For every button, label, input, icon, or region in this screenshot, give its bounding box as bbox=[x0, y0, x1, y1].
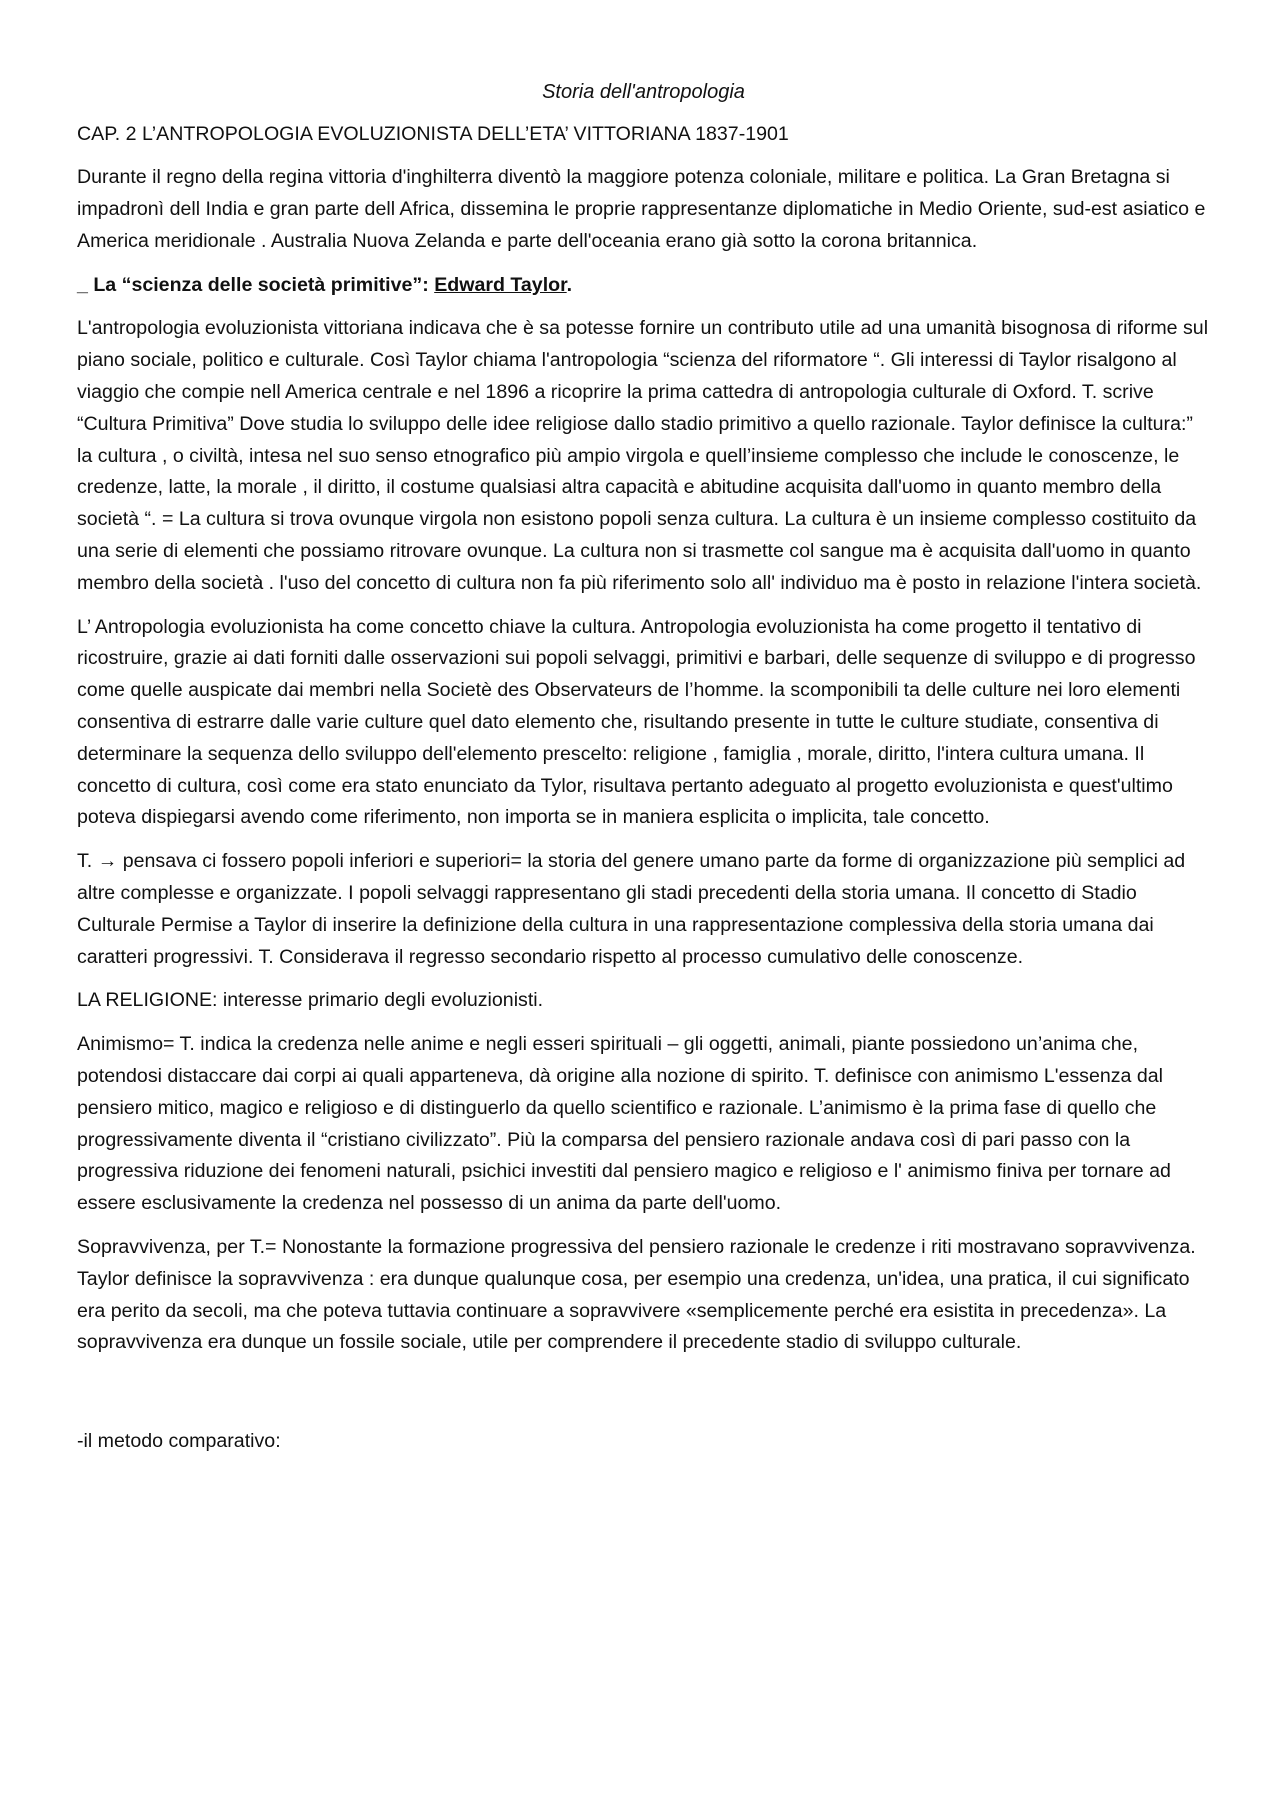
section-heading-name: Edward Taylor bbox=[434, 274, 567, 297]
chapter-heading: CAP. 2 L’ANTROPOLOGIA EVOLUZIONISTA DELL’ETA’ VITTORIANA 1837-1901 bbox=[77, 123, 789, 145]
section-heading bbox=[77, 269, 1210, 301]
culture-paragraph: L'antropologia evoluzionista vittoriana indicava che è sa potesse fornire un contributo utile ad una umanità bisognosa di riforme sul piano sociale, politico e culturale. Così Taylor chiama l'antropologia “scienza del riformatore “. Gli interessi di Taylor risalgono al viaggio che compie nell America centrale e nel 1896 a ricoprire la prima cattedra di antropologia culturale di Oxford. T. scrive “Cultura Primitiva” Dove studia lo sviluppo delle idee religiose dallo stadio primitivo a quello razionale. Taylor definisce la cultura:” la cultura , o civiltà, intesa nel suo senso etnografico più ampio virgola e quell’insieme complesso che include le conoscenze, le credenze, latte, la morale , il diritto, il costume qualsiasi altra capacità e abitudine acquisita dall'uomo in quanto membro della società “. = La cultura si trova ovunque virgola non esistono popoli senza cultura. La cultura è un insieme complesso costituito da una serie di elementi che possiamo ritrovare ovunque. La cultura non si trasmette col sangue ma è acquisita dall'uomo in quanto membro della società . l'uso del concetto di cultura non fa più riferimento solo all' individuo ma è posto in relazione l'intera società. bbox=[77, 317, 1209, 594]
stages-paragraph bbox=[77, 846, 1210, 973]
section-heading-suffix: . bbox=[566, 274, 573, 297]
animism-paragraph: Animismo= T. indica la credenza nelle anime e negli esseri spirituali – gli oggetti, animali, piante possiedono un’anima che, potendosi distaccare dai corpi ai quali apparteneva, dà origine alla nozione di spirito. T. definisce con animismo L'essenza dal pensiero mitico, magico e religioso e di distinguerlo da quello scientifico e razionale. L’animismo è la prima fase di quello che progressivamente diventa il “cristiano civilizzato”. Più la comparsa del pensiero razionale andava così di pari passo con la progressiva riduzione dei fenomeni naturali, psichici investiti dal pensiero magico e religioso e l' animismo finiva per tornare ad essere esclusivamente la credenza nel possesso di un anima da parte dell'uomo. bbox=[77, 1033, 1171, 1215]
religion-heading: LA RELIGIONE: interesse primario degli evoluzionisti. bbox=[77, 989, 544, 1012]
comparative-method-heading: -il metodo comparativo: bbox=[77, 1430, 281, 1453]
right-arrow-icon: → bbox=[97, 850, 118, 873]
section-heading-prefix: _ La “scienza delle società primitive”: bbox=[77, 274, 435, 297]
survival-paragraph: Sopravvivenza, per T.= Nonostante la formazione progressiva del pensiero razionale le credenze i riti mostravano sopravvivenza. Taylor definisce la sopravvivenza : era dunque qualunque cosa, per esempio una credenza, un'idea, una pratica, il cui significato era perito da secoli, ma che poteva tuttavia continuare a sopravvivere «semplicemente perché era esistita in precedenza». La sopravvivenza era dunque un fossile sociale, utile per comprendere il precedente stadio di sviluppo culturale. bbox=[77, 1235, 1196, 1354]
stages-lead: T. bbox=[77, 850, 98, 873]
document-title: Storia dell'antropologia bbox=[542, 81, 745, 103]
stages-text: pensava ci fossero popoli inferiori e superiori= la storia del genere umano parte da forme di organizzazione più semplici ad altre complesse e organizzate. I popoli selvaggi rappresentano gli stadi precedenti della storia umana. Il concetto di Stadio Culturale Permise a Taylor di inserire la definizione della cultura in una rappresentazione complessiva della storia umana dai caratteri progressivi. T. Considerava il regresso secondario rispetto al processo cumulativo delle conoscenze. bbox=[77, 850, 1186, 968]
evolutionist-paragraph: L’ Antropologia evoluzionista ha come concetto chiave la cultura. Antropologia evoluzionista ha come progetto il tentativo di ricostruire, grazie ai dati forniti dalle osservazioni sui popoli selvaggi, primitivi e barbari, delle sequenze di sviluppo e di progresso come quelle auspicate dai membri nella Societè des Observateurs de l’homme. la scomponibili ta delle culture nei loro elementi consentiva di estrarre dalle varie culture quel dato elemento che, risultando presente in tutte le culture studiate, consentiva di determinare la sequenza dello sviluppo dell'elemento prescelto: religione , famiglia , morale, diritto, l'intera cultura umana. Il concetto di cultura, così come era stato enunciato da Tylor, risultava pertanto adeguato al progetto evoluzionista e quest'ultimo poteva dispiegarsi avendo come riferimento, non importa se in maniera esplicita o implicita, tale concetto. bbox=[77, 615, 1196, 829]
intro-paragraph: Durante il regno della regina vittoria d'inghilterra diventò la maggiore potenza coloniale, militare e politica. La Gran Bretagna si impadronì dell India e gran parte dell Africa, dissemina le proprie rappresentanze diplomatiche in Medio Oriente, sud-est asiatico e America meridionale . Australia Nuova Zelanda e parte dell'oceania erano già sotto la corona britannica. bbox=[77, 166, 1206, 252]
